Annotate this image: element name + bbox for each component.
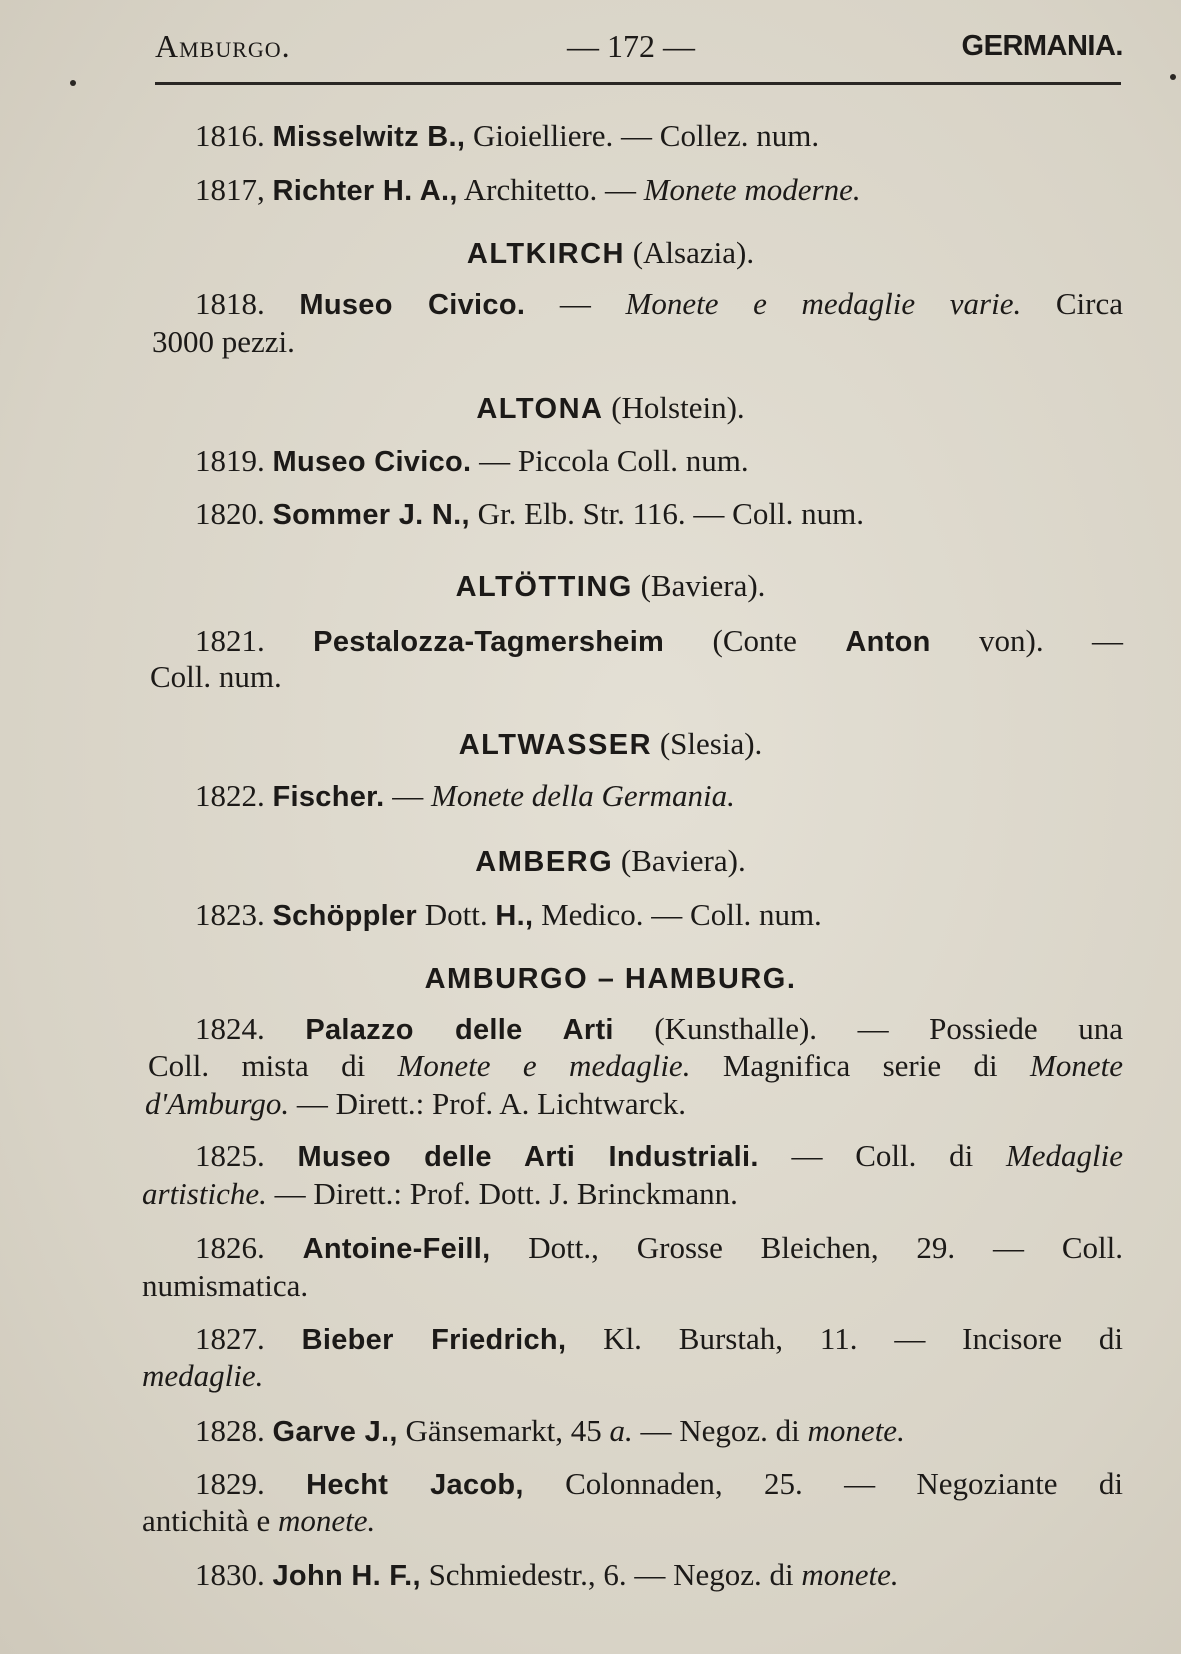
entry-text: Circa [1021, 286, 1124, 321]
entry-name: Museo delle Arti Industriali. [297, 1141, 759, 1173]
entry-number: 1824. [195, 1011, 265, 1046]
entry-1830 [195, 1557, 899, 1594]
entry-1825-line2 [142, 1176, 738, 1212]
entry-text: Magnifica serie di [690, 1048, 1031, 1083]
entry-1824-line3 [145, 1086, 686, 1122]
entry-text: Dott. [417, 897, 496, 932]
entry-number: 1819. [195, 443, 265, 478]
place-name: AMBURGO – HAMBURG. [424, 963, 797, 995]
place-heading-altona [0, 390, 1181, 427]
entry-text: Architetto. — [457, 172, 644, 207]
entry-text: Gr. Elb. Str. 116. — Coll. num. [469, 496, 864, 531]
entry-1816 [195, 118, 819, 155]
entry-number: 1827. [195, 1321, 265, 1356]
entry-1827 [195, 1321, 1123, 1358]
place-heading-amberg [0, 843, 1181, 880]
entry-name: John H. F., [272, 1560, 421, 1592]
running-header [155, 28, 1123, 78]
entry-italic: medaglie. [142, 1358, 264, 1393]
entry-number: 1826. [195, 1230, 265, 1265]
entry-1821 [195, 623, 1123, 660]
header-country: GERMANIA. [961, 30, 1123, 62]
entry-text: Kl. Burstah, 11. — Incisore di [566, 1321, 1124, 1356]
entry-italic: artistiche. [142, 1176, 267, 1211]
entry-text: 3000 pezzi. [152, 324, 295, 359]
entry-1824-line2 [148, 1048, 1123, 1084]
entry-italic: monete. [807, 1413, 905, 1448]
entry-text: — Negoz. di [632, 1413, 808, 1448]
entry-number: 1821. [195, 623, 265, 658]
entry-number: 1830. [195, 1557, 265, 1592]
place-region: (Alsazia). [632, 235, 755, 270]
entry-italic: Monete moderne. [643, 172, 861, 207]
entry-name: Pestalozza-Tagmersheim [313, 626, 665, 658]
entry-text: von). — [930, 623, 1124, 658]
entry-italic: Monete e medaglie. [397, 1048, 691, 1083]
entry-text: Coll. mista di [148, 1048, 398, 1083]
entry-italic: monete. [801, 1557, 899, 1592]
entry-text: (Conte [664, 623, 846, 658]
entry-italic: monete. [278, 1503, 376, 1538]
entry-name: Garve J., [272, 1416, 398, 1448]
entry-text: numismatica. [142, 1268, 309, 1303]
entry-italic: d'Amburgo. [145, 1086, 290, 1121]
entry-text: Medico. — Coll. num. [533, 897, 822, 932]
entry-1817 [195, 172, 861, 209]
place-region: (Baviera). [620, 843, 746, 878]
place-name: ALTKIRCH [466, 238, 625, 270]
entry-number: 1829. [195, 1466, 265, 1501]
entry-text: antichità e [142, 1503, 278, 1538]
place-name: ALTONA [476, 393, 604, 425]
place-heading-altotting [0, 568, 1181, 605]
entry-name: Fischer. [272, 781, 385, 813]
entry-text: — [384, 778, 432, 813]
entry-number: 1823. [195, 897, 265, 932]
entry-text: Coll. num. [150, 659, 282, 694]
entry-text: — Dirett.: Prof. Dott. J. Brinckmann. [266, 1176, 738, 1211]
place-name: AMBERG [475, 846, 614, 878]
page-number: — 172 — [567, 28, 695, 64]
entry-text: — Piccola Coll. num. [471, 443, 749, 478]
entry-number: 1817, [195, 172, 265, 207]
entry-1829 [195, 1466, 1123, 1503]
entry-italic: a. [609, 1413, 633, 1448]
ink-speck [1170, 74, 1176, 80]
entry-1825 [195, 1138, 1123, 1175]
entry-1823 [195, 897, 822, 934]
entry-1818 [195, 286, 1123, 323]
entry-1828 [195, 1413, 905, 1450]
entry-text: Dott., Grosse Bleichen, 29. — Coll. [490, 1230, 1124, 1265]
place-name: ALTÖTTING [455, 571, 633, 603]
entry-name: Museo Civico. [299, 289, 526, 321]
entry-name: Museo Civico. [272, 446, 472, 478]
entry-number: 1820. [195, 496, 265, 531]
entry-text: Schmiedestr., 6. — Negoz. di [420, 1557, 802, 1592]
entry-1819 [195, 443, 749, 480]
header-rule [155, 82, 1121, 85]
entry-text: Gioielliere. — Collez. num. [465, 118, 820, 153]
entry-text: Colonnaden, 25. — Negoziante di [523, 1466, 1124, 1501]
entry-1827-continuation [142, 1358, 263, 1394]
ink-speck [70, 80, 76, 86]
entry-1826 [195, 1230, 1123, 1267]
entry-name: Hecht Jacob, [306, 1469, 524, 1501]
entry-name: Antoine-Feill, [302, 1233, 491, 1265]
place-heading-altwasser [0, 726, 1181, 763]
entry-number: 1822. [195, 778, 265, 813]
place-heading-altkirch [0, 235, 1181, 272]
entry-name: Bieber Friedrich, [301, 1324, 567, 1356]
entry-name: Sommer J. N., [272, 499, 470, 531]
entry-text: (Kunsthalle). — Possiede una [613, 1011, 1123, 1046]
entry-number: 1818. [195, 286, 265, 321]
entry-1821-continuation [150, 659, 282, 695]
entry-text: — Dirett.: Prof. A. Lichtwarck. [289, 1086, 687, 1121]
entry-number: 1828. [195, 1413, 265, 1448]
entry-text: — [525, 286, 626, 321]
entry-1820 [195, 496, 864, 533]
entry-1829-continuation [142, 1503, 375, 1539]
entry-name: Palazzo delle Arti [305, 1014, 614, 1046]
entry-name: Anton [845, 626, 931, 658]
entry-name: H., [495, 900, 534, 932]
entry-name: Misselwitz B., [272, 121, 466, 153]
entry-name: Richter H. A., [272, 175, 458, 207]
entry-1824 [195, 1011, 1123, 1048]
entry-number: 1825. [195, 1138, 265, 1173]
entry-1818-continuation [152, 324, 295, 360]
entry-name: Schöppler [272, 900, 417, 932]
entry-text: — Coll. di [758, 1138, 1006, 1173]
entry-italic: Monete della Germania. [431, 778, 735, 813]
place-heading-amburgo [0, 960, 1181, 997]
place-region: (Slesia). [659, 726, 763, 761]
place-region: (Holstein). [611, 390, 745, 425]
place-region: (Baviera). [640, 568, 766, 603]
place-name: ALTWASSER [458, 729, 653, 761]
entry-1826-continuation [142, 1268, 308, 1304]
entry-text: Gänsemarkt, 45 [397, 1413, 610, 1448]
entry-italic: Medaglie [1005, 1138, 1124, 1173]
entry-italic: Monete e medaglie varie. [625, 286, 1022, 321]
entry-italic: Monete [1030, 1048, 1123, 1083]
entry-1822 [195, 778, 735, 815]
entry-number: 1816. [195, 118, 265, 153]
header-city: Amburgo. [155, 28, 291, 64]
